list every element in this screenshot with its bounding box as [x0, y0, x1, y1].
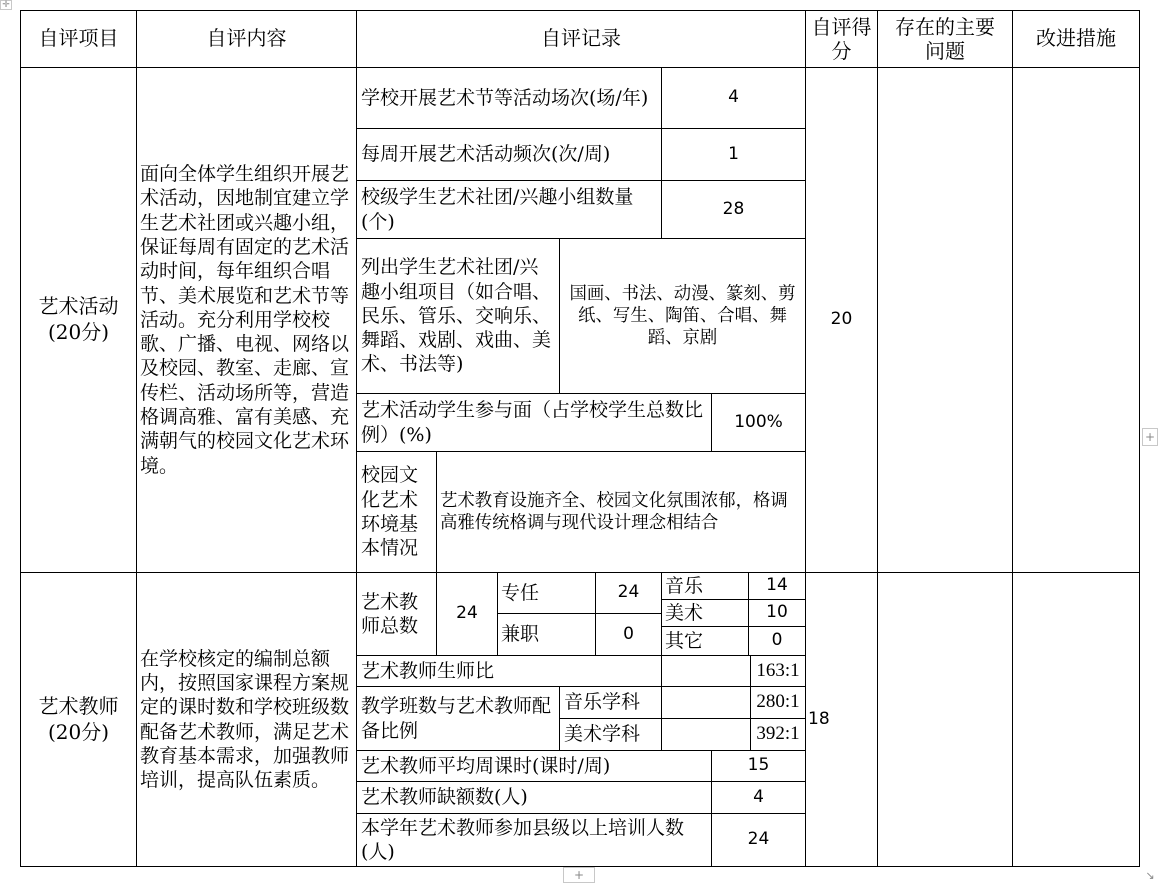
section-item: 艺术教师(20分) — [38, 693, 119, 744]
art-ratio: 392:1 — [756, 723, 800, 745]
record-value: 28 — [722, 198, 745, 219]
subject-value: 0 — [771, 630, 783, 651]
section-content: 在学校核定的编制总额内，按照国家课程方案规定的课时数和学校班级数配备艺术教师，满足艺术教育基本需求，加强教师培训，提高队伍素质。 — [140, 647, 350, 792]
parttime-label: 兼职 — [501, 623, 540, 646]
teacher-total: 24 — [456, 603, 478, 624]
record-label: 校级学生艺术社团/兴趣小组数量(个) — [361, 186, 634, 233]
record-value: 艺术教育设施齐全、校园文化氛围浓郁，格调高雅传统格调与现代设计理念相结合 — [440, 490, 788, 533]
music-label: 音乐学科 — [564, 691, 641, 714]
measures-cell[interactable] — [1013, 573, 1139, 866]
subject-label: 音乐 — [665, 574, 704, 597]
record-value: 4 — [728, 87, 739, 108]
record-value: 1 — [728, 143, 739, 164]
section-score: 20 — [830, 309, 853, 330]
resize-handle[interactable]: ↘ — [1145, 868, 1155, 882]
header-problems: 存在的主要问题 — [895, 14, 995, 63]
header-item: 自评项目 — [38, 26, 119, 51]
problems-cell[interactable] — [878, 68, 1012, 572]
record-value: 国画、书法、动漫、篆刻、剪纸、写生、陶笛、合唱、舞蹈、京剧 — [569, 283, 796, 349]
table-move-handle[interactable]: ✛ — [0, 0, 12, 10]
music-ratio: 280:1 — [756, 691, 800, 713]
section-content: 面向全体学生组织开展艺术活动，因地制宜建立学生艺术社团或兴趣小组，保证每周有固定的艺术活动时间，每年组织合唱节、美术展览和艺术节等活动。充分利用学校校歌、广播、电视、网络以及校园、教室、走廊、宣传栏、活动场所等，营造格调高雅、富有美感、充满朝气的校园文化艺术环境。 — [140, 162, 350, 477]
weekly-value: 15 — [747, 755, 770, 776]
record-label: 艺术活动学生参与面（占学校学生总数比例）(%) — [361, 399, 704, 446]
fulltime-label: 专任 — [501, 581, 540, 604]
record-label: 每周开展艺术活动频次(次/周) — [361, 143, 611, 166]
add-row-button[interactable]: + — [563, 867, 595, 883]
section-score: 18 — [808, 708, 830, 729]
ratio-value: 163:1 — [756, 659, 800, 681]
weekly-label: 艺术教师平均周课时(课时/周) — [361, 754, 611, 777]
art-label: 美术学科 — [564, 723, 641, 746]
record-label: 学校开展艺术节等活动场次(场/年) — [361, 86, 649, 109]
header-record: 自评记录 — [541, 26, 621, 51]
subject-label: 其它 — [665, 629, 704, 652]
training-label: 本学年艺术教师参加县级以上培训人数(人) — [361, 816, 685, 863]
subject-value: 14 — [766, 575, 788, 596]
ratio-label: 艺术教师生师比 — [361, 659, 495, 682]
subject-label: 美术 — [665, 601, 704, 624]
add-column-button[interactable]: + — [1142, 428, 1158, 446]
problems-cell[interactable] — [878, 573, 1012, 866]
section-item: 艺术活动(20分) — [38, 294, 119, 344]
record-label: 校园文化艺术环境基本情况 — [361, 464, 419, 560]
header-content: 自评内容 — [206, 26, 287, 51]
measures-cell[interactable] — [1013, 68, 1139, 572]
shortage-value: 4 — [753, 786, 764, 807]
header-score: 自评得分 — [811, 14, 872, 63]
parttime-value: 0 — [623, 623, 634, 644]
record-label: 列出学生艺术社团/兴趣小组项目（如合唱、民乐、管乐、交响乐、舞蹈、戏剧、戏曲、美术、书法等) — [361, 256, 552, 376]
training-value: 24 — [747, 829, 770, 850]
fulltime-value: 24 — [617, 582, 640, 603]
subject-value: 10 — [766, 602, 788, 623]
record-value: 100% — [734, 411, 783, 432]
teacher-total-label: 艺术教师总数 — [361, 590, 419, 637]
class-ratio-label: 教学班数与艺术教师配备比例 — [361, 695, 552, 742]
header-measures: 改进措施 — [1036, 26, 1116, 51]
shortage-label: 艺术教师缺额数(人) — [361, 786, 528, 809]
